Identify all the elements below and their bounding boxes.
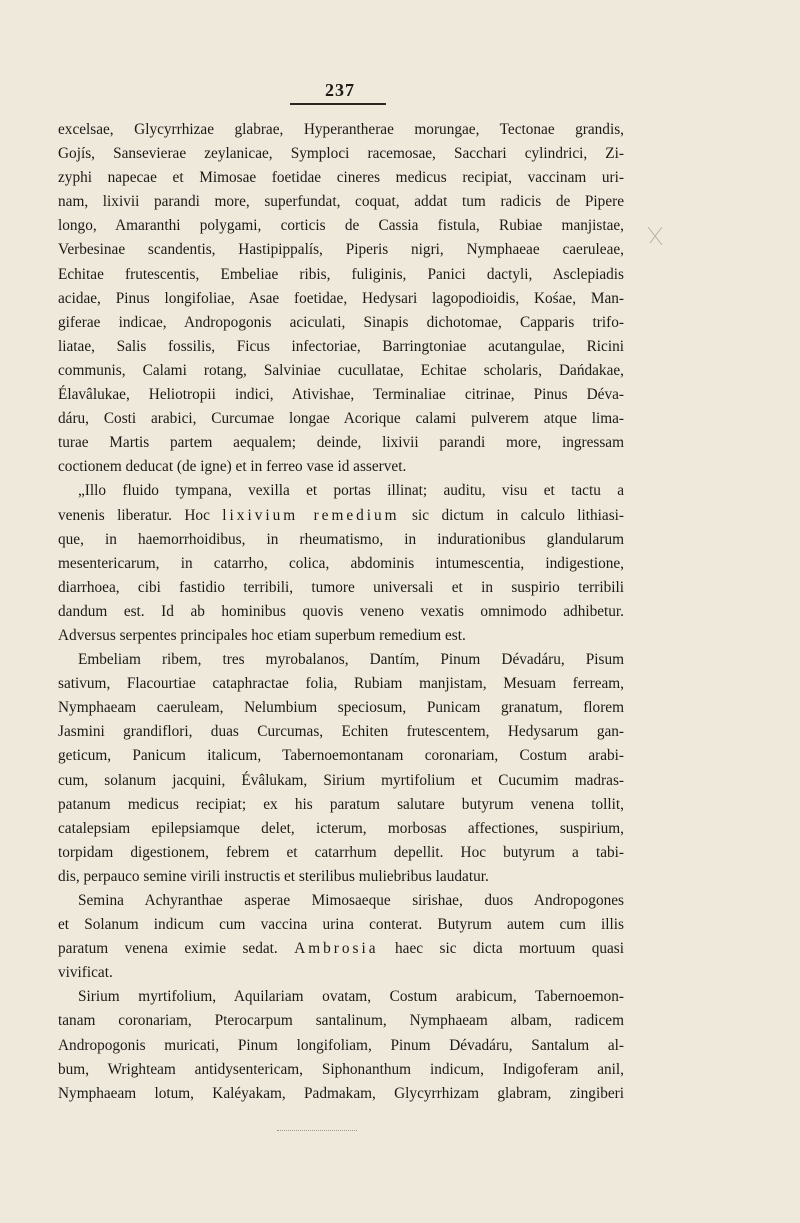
text-line: dáru, Costi arabici, Curcumae longae Acorique calami pulverem atque lima- (58, 410, 624, 428)
emphasized-term: lixivium remedium (222, 506, 400, 524)
text-line: coctionem deducat (de igne) et in ferreo vase id asservet. (58, 458, 407, 476)
text-line: venenis liberatur. Hoc lixivium remedium sic dictum in calculo lithiasi- (58, 506, 625, 524)
margin-pencil-mark (646, 225, 664, 247)
text-line: Jasmini grandiflori, duas Curcumas, Echiten frutescentem, Hedysarum gan- (58, 723, 624, 741)
text-line: nam, lixivii parandi more, superfundat, coquat, addat tum radicis de Pipere (58, 193, 624, 211)
text-line: Andropogonis muricati, Pinum longifoliam, Pinum Dévadáru, Santalum al- (58, 1036, 624, 1054)
emphasized-term: Ambrosia (294, 940, 379, 958)
text-line: diarrhoea, cibi fastidio terribili, tumore universali et in suspirio terribili (58, 578, 624, 596)
text-line: Embeliam ribem, tres myrobalanos, Dantím, Pinum Dévadáru, Pisum (78, 651, 624, 669)
page-number: 237 (325, 80, 355, 100)
text-line: „Illo fluido tympana, vexilla et portas illinat; auditu, visu et tactu a (78, 482, 624, 500)
text-line: tanam coronariam, Pterocarpum santalinum, Nymphaeam albam, radicem (58, 1012, 624, 1030)
text-line: acidae, Pinus longifoliae, Asae foetidae, Hedysari lagopodioidis, Kośae, Man- (58, 289, 624, 307)
text-line: turae Martis partem aequalem; deinde, lixivii parandi more, ingressam (58, 434, 624, 452)
text-line: cum, solanum jacquini, Évâlukam, Sirium myrtifolium et Cucumim madras- (58, 771, 624, 789)
text-line: catalepsiam epilepsiamque delet, icterum, morbosas affectiones, suspirium, (58, 819, 624, 837)
text-line: Nymphaeam lotum, Kaléyakam, Padmakam, Glycyrrhizam glabram, zingiberi (58, 1084, 624, 1102)
text-line: Echitae frutescentis, Embeliae ribis, fuliginis, Panici dactyli, Asclepiadis (58, 265, 624, 283)
text-line: Adversus serpentes principales hoc etiam superbum remedium est. (58, 626, 466, 644)
text-line: liatae, Salis fossilis, Ficus infectoriae, Barringtoniae acutangulae, Ricini (58, 337, 624, 355)
text-line: patanum medicus recipiat; ex his paratum salutare butyrum venena tollit, (58, 795, 624, 813)
text-line: communis, Calami rotang, Salviniae cucullatae, Echitae scholaris, Dańdakae, (58, 361, 624, 379)
text-line: Verbesinae scandentis, Hastipippalís, Piperis nigri, Nymphaeae caeruleae, (58, 241, 624, 259)
text-line: excelsae, Glycyrrhizae glabrae, Hyperantherae morungae, Tectonae grandis, (58, 121, 624, 138)
text-line: sativum, Flacourtiae cataphractae folia, Rubiam manjistam, Mesuam ferream, (58, 675, 624, 693)
text-line: zyphi napecae et Mimosae foetidae cineres medicus recipiat, vaccinam uri- (58, 169, 624, 187)
text-line: Nymphaeam caeruleam, Nelumbium speciosum, Punicam granatum, florem (58, 699, 624, 717)
text-line: giferae indicae, Andropogonis aciculati, Sinapis dichotomae, Capparis trifo- (58, 313, 624, 331)
text-line: Gojís, Sansevierae zeylanicae, Symploci racemosae, Sacchari cylindrici, Zi- (58, 145, 624, 163)
bottom-ornament-rule (277, 1130, 357, 1131)
text-line: vivificat. (58, 964, 113, 982)
text-line: Sirium myrtifolium, Aquilariam ovatam, Costum arabicum, Tabernoemon- (78, 988, 624, 1006)
text-line: et Solanum indicum cum vaccina urina conterat. Butyrum autem cum illis (58, 916, 624, 934)
text-line: mesentericarum, in catarrho, colica, abdominis intumescentia, indigestione, (58, 554, 624, 572)
body-text (58, 118, 624, 1106)
text-line: paratum venena eximie sedat. Ambrosia haec sic dicta mortuum quasi (58, 940, 625, 958)
header-rule (290, 103, 386, 105)
text-line: que, in haemorrhoidibus, in rheumatismo, in indurationibus glandularum (58, 530, 624, 548)
text-line: torpidam digestionem, febrem et catarrhum depellit. Hoc butyrum a tabi- (58, 843, 624, 861)
text-line: longo, Amaranthi polygami, corticis de Cassia fistula, Rubiae manjistae, (58, 217, 624, 235)
text-line: geticum, Panicum italicum, Tabernoemontanam coronariam, Costum arabi- (58, 747, 624, 765)
text-line: bum, Wrighteam antidysentericam, Siphonanthum indicum, Indigoferam anil, (58, 1060, 624, 1078)
text-line: dis, perpauco semine virili instructis et sterilibus muliebribus laudatur. (58, 867, 489, 885)
text-line: Semina Achyranthae asperae Mimosaeque sirishae, duos Andropogones (78, 892, 624, 909)
text-line: Élavâlukae, Heliotropii indici, Ativishae, Terminaliae citrinae, Pinus Déva- (58, 386, 624, 404)
text-line: dandum est. Id ab hominibus quovis veneno vexatis omnimodo adhibetur. (58, 602, 624, 620)
